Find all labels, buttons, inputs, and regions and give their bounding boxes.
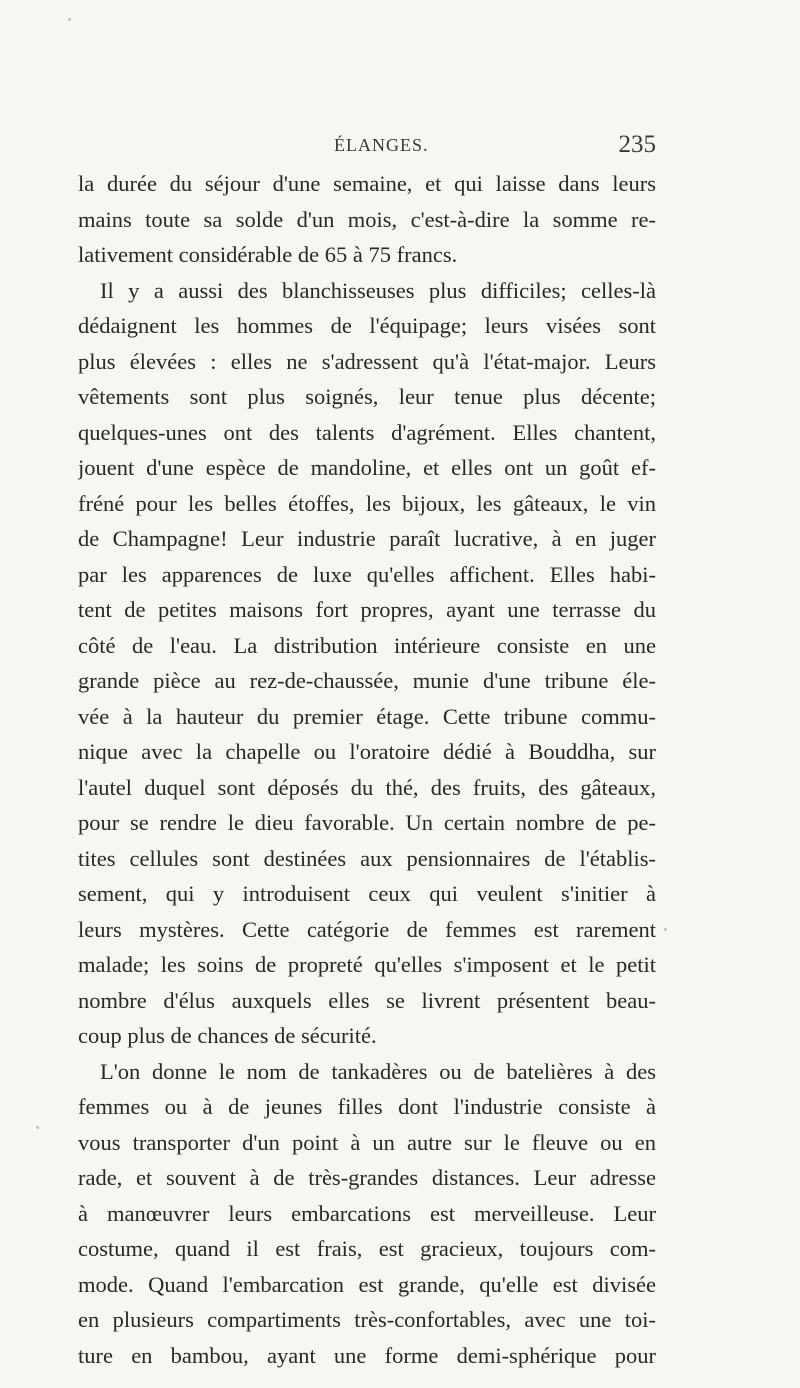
text-line: mains toute sa solde d'un mois, c'est-à-dire la somme re-	[78, 206, 656, 232]
text-line: malade; les soins de propreté qu'elles s'imposent et le petit	[78, 952, 656, 977]
text-line: par les apparences de luxe qu'elles affichent. Elles habi-	[78, 561, 656, 587]
text-line: grande pièce au rez-de-chaussée, munie d'une tribune éle-	[78, 668, 656, 693]
text-line: tent de petites maisons fort propres, ayant une terrasse du	[78, 597, 656, 622]
text-line: quelques-unes ont des talents d'agrément. Elles chantent,	[78, 419, 656, 445]
text-line: en plusieurs compartiments très-confortables, avec une toi-	[78, 1307, 656, 1332]
text-line: coup plus de chances de sécurité.	[78, 1023, 377, 1048]
text-line: côté de l'eau. La distribution intérieure consiste en une	[78, 632, 656, 658]
text-line: rade, et souvent à de très-grandes distances. Leur adresse	[78, 1165, 656, 1190]
text-line: fréné pour les belles étoffes, les bijoux, les gâteaux, le vin	[78, 490, 656, 516]
page-number: 235	[618, 131, 656, 158]
text-line: leurs mystères. Cette catégorie de femmes est rarement	[78, 916, 656, 942]
text-line: plus élevées : elles ne s'adressent qu'à l'état-major. Leurs	[78, 348, 656, 374]
page-header	[78, 131, 656, 161]
body-text	[78, 166, 656, 1373]
text-line: L'on donne le nom de tankadères ou de batelières à des	[100, 1058, 656, 1084]
paper-speck	[36, 1126, 39, 1129]
text-line: la durée du séjour d'une semaine, et qui laisse dans leurs	[78, 171, 656, 196]
text-line: mode. Quand l'embarcation est grande, qu'elle est divisée	[78, 1271, 656, 1297]
text-line: tites cellules sont destinées aux pensionnaires de l'établis-	[78, 845, 656, 871]
text-line: nombre d'élus auxquels elles se livrent présentent beau-	[78, 987, 656, 1013]
text-line: l'autel duquel sont déposés du thé, des fruits, des gâteaux,	[78, 774, 656, 800]
text-line: pour se rendre le dieu favorable. Un certain nombre de pe-	[78, 810, 656, 835]
text-line: lativement considérable de 65 à 75 francs.	[78, 242, 458, 267]
text-line: dédaignent les hommes de l'équipage; leurs visées sont	[78, 313, 656, 338]
text-line: costume, quand il est frais, est gracieux, toujours com-	[78, 1236, 656, 1261]
text-line: vêtements sont plus soignés, leur tenue plus décente;	[78, 384, 656, 409]
text-line: femmes ou à de jeunes filles dont l'industrie consiste à	[78, 1094, 656, 1119]
text-line: Il y a aussi des blanchisseuses plus difficiles; celles-là	[100, 277, 656, 303]
text-line: ture en bambou, ayant une forme demi-sphérique pour	[78, 1342, 656, 1368]
paper-speck	[664, 928, 667, 931]
text-line: de Champagne! Leur industrie paraît lucrative, à en juger	[78, 526, 656, 551]
text-line: sement, qui y introduisent ceux qui veulent s'initier à	[78, 881, 656, 906]
text-line: vée à la hauteur du premier étage. Cette tribune commu-	[78, 703, 656, 729]
text-line: à manœuvrer leurs embarcations est merveilleuse. Leur	[78, 1200, 656, 1226]
text-line: jouent d'une espèce de mandoline, et elles ont un goût ef-	[78, 455, 656, 480]
text-line: vous transporter d'un point à un autre sur le fleuve ou en	[78, 1129, 656, 1155]
text-line: nique avec la chapelle ou l'oratoire dédié à Bouddha, sur	[78, 739, 656, 764]
running-head: ÉLANGES.	[334, 135, 429, 155]
paper-speck	[68, 18, 71, 21]
